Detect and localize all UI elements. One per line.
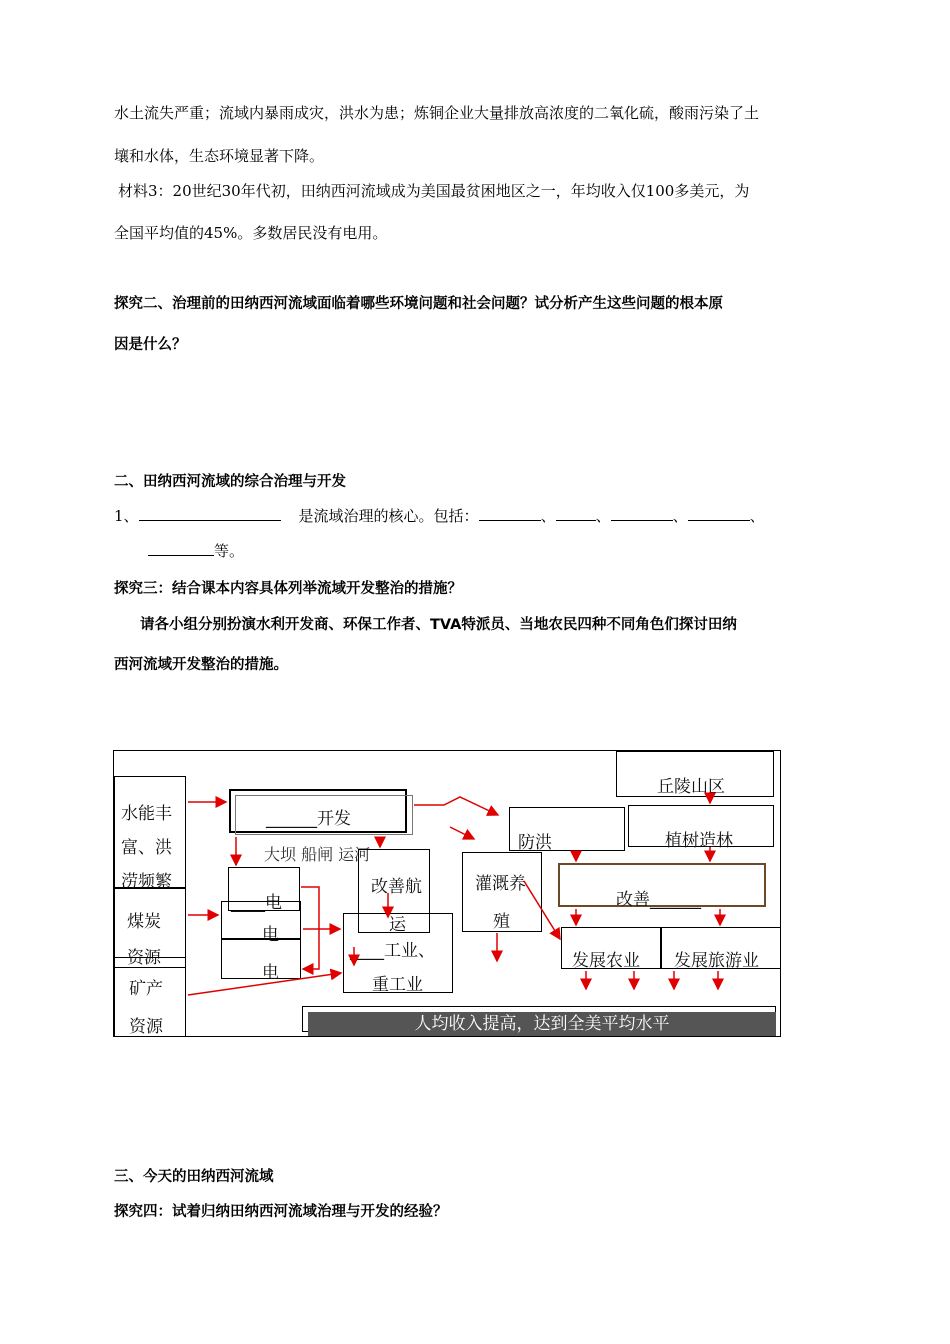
- item-text: 是流域治理的核心。包括：: [298, 507, 479, 525]
- explore2-question: 探究二、治理前的田纳西河流域面临着哪些环境问题和社会问题？试分析产生这些问题的根本原: [114, 296, 723, 312]
- answer-blank[interactable]: [139, 506, 281, 521]
- separator: 、: [749, 507, 765, 525]
- develop-sub-label: 大坝 船闸 运河: [264, 845, 371, 864]
- arrow: [450, 827, 474, 839]
- arrow: [301, 887, 319, 969]
- fill-in-item: [114, 505, 765, 526]
- separator: 、: [540, 507, 556, 525]
- material3-line: 材料3：20世纪30年代初，田纳西河流域成为美国最贫困地区之一，年均收入仅100多美元，为: [118, 182, 750, 200]
- box-text: 资源: [129, 1017, 163, 1037]
- arrow: [524, 881, 560, 939]
- box-text: 富、洪: [121, 838, 172, 858]
- box-text: 改善航: [371, 877, 422, 897]
- box-text: 发展旅游业: [674, 951, 759, 971]
- answer-blank[interactable]: [556, 506, 596, 521]
- box-text: 灌溉养: [475, 874, 526, 894]
- answer-blank[interactable]: [611, 506, 673, 521]
- box-text: 防洪: [518, 833, 552, 853]
- income-banner: 人均收入提高，达到全美平均水平: [308, 1012, 776, 1036]
- separator: 、: [595, 507, 611, 525]
- box-text: 水能丰: [121, 804, 172, 824]
- box-text: 丘陵山区: [657, 777, 725, 797]
- explore4-question: 探究四：试着归纳田纳西河流域治理与开发的经验？: [114, 1204, 448, 1220]
- box-text: 矿产: [129, 979, 163, 999]
- answer-blank[interactable]: [479, 506, 541, 521]
- box-text: 运: [389, 915, 406, 935]
- explore2-question-cont: 因是什么？: [114, 337, 187, 353]
- box-text: 发展农业: [572, 951, 640, 971]
- box-text: 重工业: [372, 975, 423, 995]
- box-text: ____电: [231, 893, 282, 913]
- box-text: 涝频繁: [121, 872, 172, 892]
- explore3-text-cont: 西河流域开发整治的措施。: [114, 657, 288, 673]
- answer-blank[interactable]: [148, 541, 214, 556]
- box-text: 资源: [127, 948, 161, 968]
- flow-diagram: [113, 750, 781, 1037]
- box-text: 殖: [493, 912, 510, 932]
- explore3-title: 探究三：结合课本内容具体列举流域开发整治的措施？: [114, 581, 462, 597]
- box-text: 植树造林: [665, 831, 733, 851]
- arrow: [414, 797, 498, 815]
- fill-in-item-cont: [148, 540, 244, 561]
- section3-heading: 三、今天的田纳西河流域: [114, 1169, 274, 1185]
- flow-arrows: [114, 751, 782, 1038]
- paragraph-line: 全国平均值的45%。多数居民没有电用。: [114, 224, 388, 242]
- paragraph-line: 壤和水体，生态环境显著下降。: [114, 147, 325, 165]
- paragraph-line: 水土流失严重；流域内暴雨成灾，洪水为患；炼铜企业大量排放高浓度的二氧化硫，酸雨污染了土: [114, 104, 760, 122]
- explore3-text: 请各小组分别扮演水利开发商、环保工作者、TVA特派员、当地农民四种不同角色们探讨田纳: [140, 617, 737, 633]
- box-text: 电: [262, 963, 279, 983]
- item-end: 等。: [214, 542, 245, 560]
- section2-heading: 二、田纳西河流域的综合治理与开发: [114, 474, 346, 490]
- box-text: 改善______: [616, 890, 701, 910]
- box-text: 煤炭: [127, 912, 161, 932]
- box-text: ____工业、: [350, 941, 435, 961]
- box-text: 电: [262, 925, 279, 945]
- arrow: [188, 973, 341, 995]
- box-text: ______开发: [266, 809, 351, 829]
- answer-blank[interactable]: [688, 506, 750, 521]
- item-number: 1、: [114, 507, 139, 525]
- separator: 、: [672, 507, 688, 525]
